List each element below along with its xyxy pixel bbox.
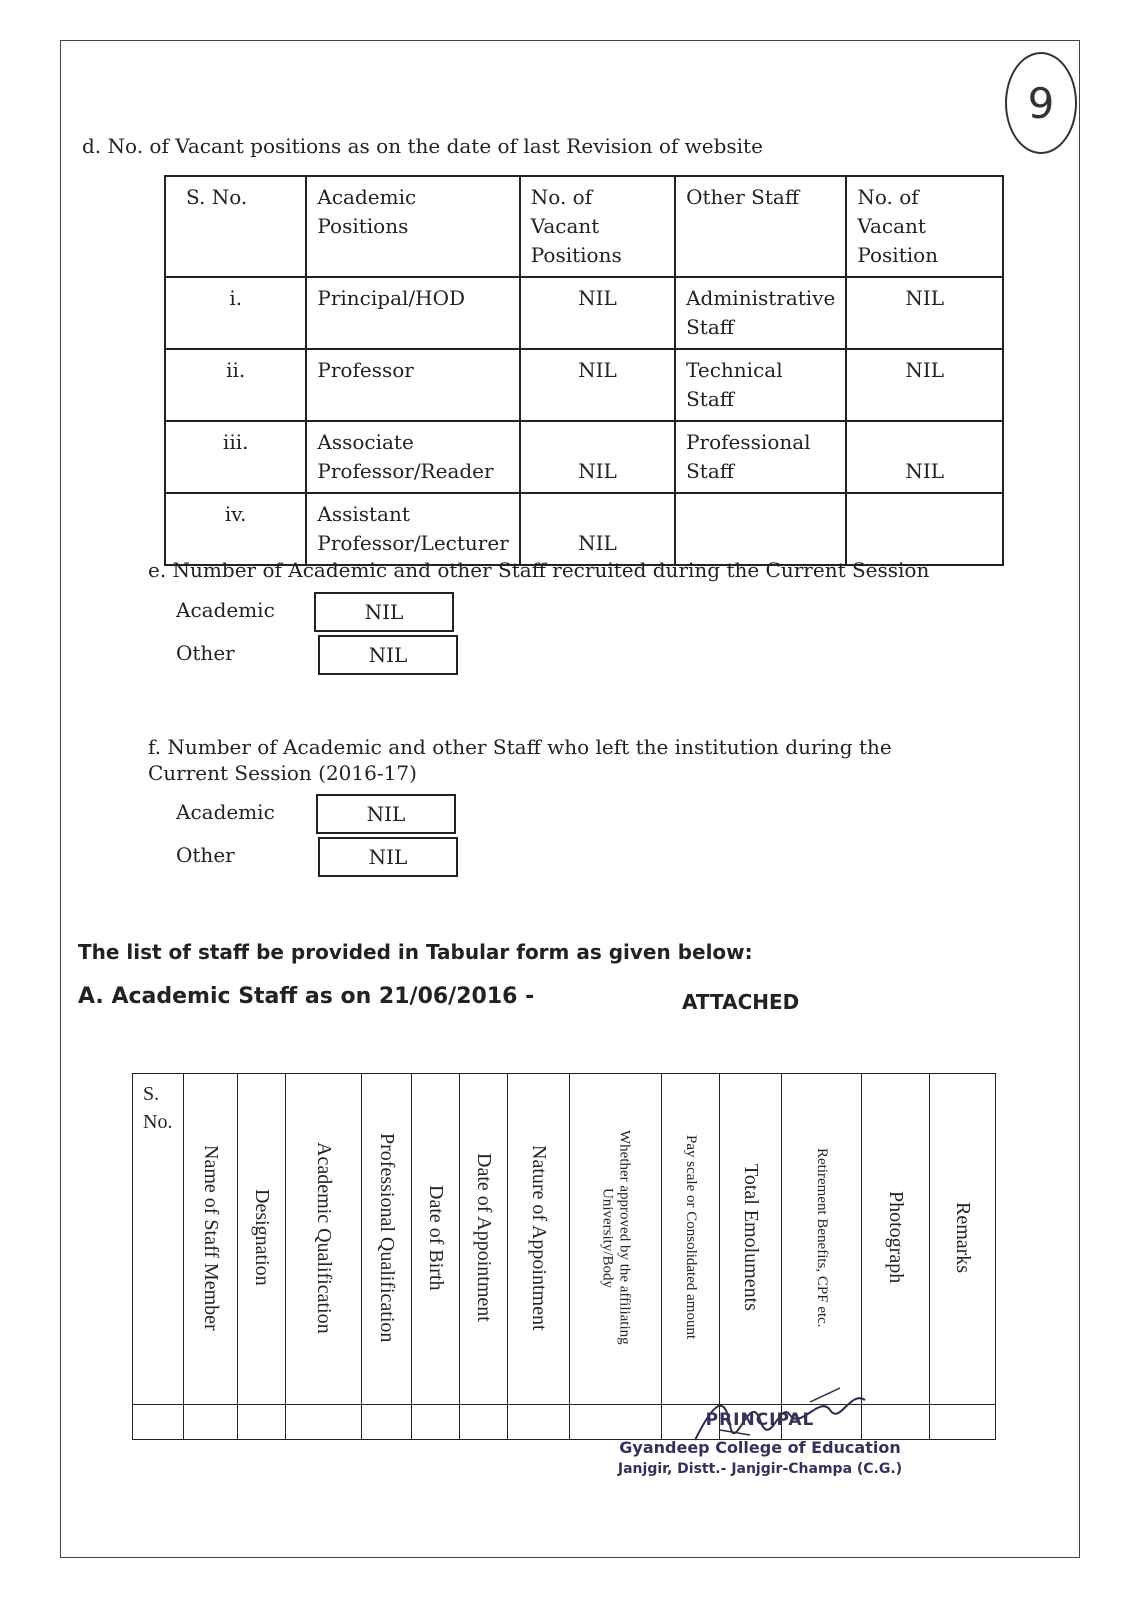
row-sno: ii. bbox=[165, 349, 306, 421]
section-a-title: A. Academic Staff as on 21/06/2016 - bbox=[78, 984, 535, 1009]
section-e-other-label: Other bbox=[176, 641, 235, 665]
principal-stamp bbox=[610, 1410, 910, 1477]
row-academic: Associate Professor/Reader bbox=[306, 421, 519, 493]
stamp-title: PRINCIPAL bbox=[705, 1410, 815, 1430]
row-academic: Assistant Professor/Lecturer bbox=[306, 493, 519, 565]
table-row bbox=[165, 493, 1003, 565]
section-e-other-value: NIL bbox=[318, 635, 458, 675]
section-e-title: e. Number of Academic and other Staff recruited during the Current Session bbox=[148, 558, 930, 582]
attached-status: ATTACHED bbox=[682, 990, 800, 1014]
row-vacant: NIL bbox=[520, 421, 675, 493]
staff-column bbox=[411, 1074, 459, 1439]
staff-header-professional-qualification: Professional Qualification bbox=[376, 1132, 398, 1343]
header-academic-positions: Academic Positions bbox=[306, 176, 519, 277]
row-other: Technical Staff bbox=[675, 349, 846, 421]
vacant-positions-table bbox=[164, 175, 1004, 566]
staff-header-designation: Designation bbox=[251, 1189, 273, 1286]
staff-header-sno: S. No. bbox=[143, 1083, 173, 1133]
row-vacant: NIL bbox=[520, 349, 675, 421]
staff-header-retirement-benefits: Retirement Benefits, CPF etc. bbox=[814, 1147, 830, 1328]
table-row bbox=[165, 421, 1003, 493]
staff-header-name: Name of Staff Member bbox=[200, 1144, 222, 1331]
page-number: 9 bbox=[1005, 52, 1077, 154]
stamp-address: Janjgir, Distt.- Janjgir-Champa (C.G.) bbox=[617, 1461, 903, 1477]
row-other bbox=[675, 493, 846, 565]
row-other-vacant: NIL bbox=[846, 349, 1003, 421]
row-other-vacant: NIL bbox=[846, 421, 1003, 493]
header-other-vacant: No. of Vacant Position bbox=[846, 176, 1003, 277]
staff-column bbox=[569, 1074, 661, 1439]
staff-header-dob: Date of Birth bbox=[425, 1184, 447, 1291]
row-other-vacant bbox=[846, 493, 1003, 565]
section-f-other-value: NIL bbox=[318, 837, 458, 877]
staff-column bbox=[361, 1074, 411, 1439]
row-academic: Principal/HOD bbox=[306, 277, 519, 349]
staff-header-photograph: Photograph bbox=[885, 1191, 907, 1284]
staff-header-remarks: Remarks bbox=[952, 1201, 974, 1274]
row-other: Administrative Staff bbox=[675, 277, 846, 349]
staff-column bbox=[507, 1074, 569, 1439]
section-f-academic-label: Academic bbox=[176, 800, 275, 824]
header-other-staff: Other Staff bbox=[675, 176, 846, 277]
row-vacant: NIL bbox=[520, 277, 675, 349]
row-other: Professional Staff bbox=[675, 421, 846, 493]
row-sno: iv. bbox=[165, 493, 306, 565]
staff-header-pay-scale: Pay scale or Consolidated amount bbox=[683, 1135, 699, 1340]
list-intro: The list of staff be provided in Tabular form as given below: bbox=[78, 940, 753, 964]
table-header-row bbox=[165, 176, 1003, 277]
staff-header-academic-qualification: Academic Qualification bbox=[313, 1141, 335, 1334]
staff-header-nature-of-appointment: Nature of Appointment bbox=[528, 1144, 550, 1331]
staff-header-date-of-appointment: Date of Appointment bbox=[473, 1153, 495, 1322]
row-sno: i. bbox=[165, 277, 306, 349]
staff-column bbox=[285, 1074, 361, 1439]
table-row bbox=[165, 277, 1003, 349]
row-other-vacant: NIL bbox=[846, 277, 1003, 349]
section-e-academic-label: Academic bbox=[176, 598, 275, 622]
section-f-other-label: Other bbox=[176, 843, 235, 867]
staff-column bbox=[929, 1074, 995, 1439]
staff-column bbox=[237, 1074, 285, 1439]
section-d-title: d. No. of Vacant positions as on the date of last Revision of website bbox=[82, 134, 763, 158]
stamp-college: Gyandeep College of Education bbox=[619, 1438, 901, 1457]
section-f-title: f. Number of Academic and other Staff who left the institution during the Current Session (2016-17) bbox=[148, 735, 892, 785]
staff-header-total-emoluments: Total Emoluments bbox=[740, 1164, 762, 1311]
header-sno: S. No. bbox=[165, 176, 306, 277]
staff-column bbox=[183, 1074, 237, 1439]
staff-header-approved: Whether approved by the affiliating University/Body bbox=[599, 1130, 633, 1345]
section-f-academic-value: NIL bbox=[316, 794, 456, 834]
section-e-academic-value: NIL bbox=[314, 592, 454, 632]
header-vacant-positions: No. of Vacant Positions bbox=[520, 176, 675, 277]
table-row bbox=[165, 349, 1003, 421]
staff-column bbox=[459, 1074, 507, 1439]
row-sno: iii. bbox=[165, 421, 306, 493]
row-vacant: NIL bbox=[520, 493, 675, 565]
row-academic: Professor bbox=[306, 349, 519, 421]
